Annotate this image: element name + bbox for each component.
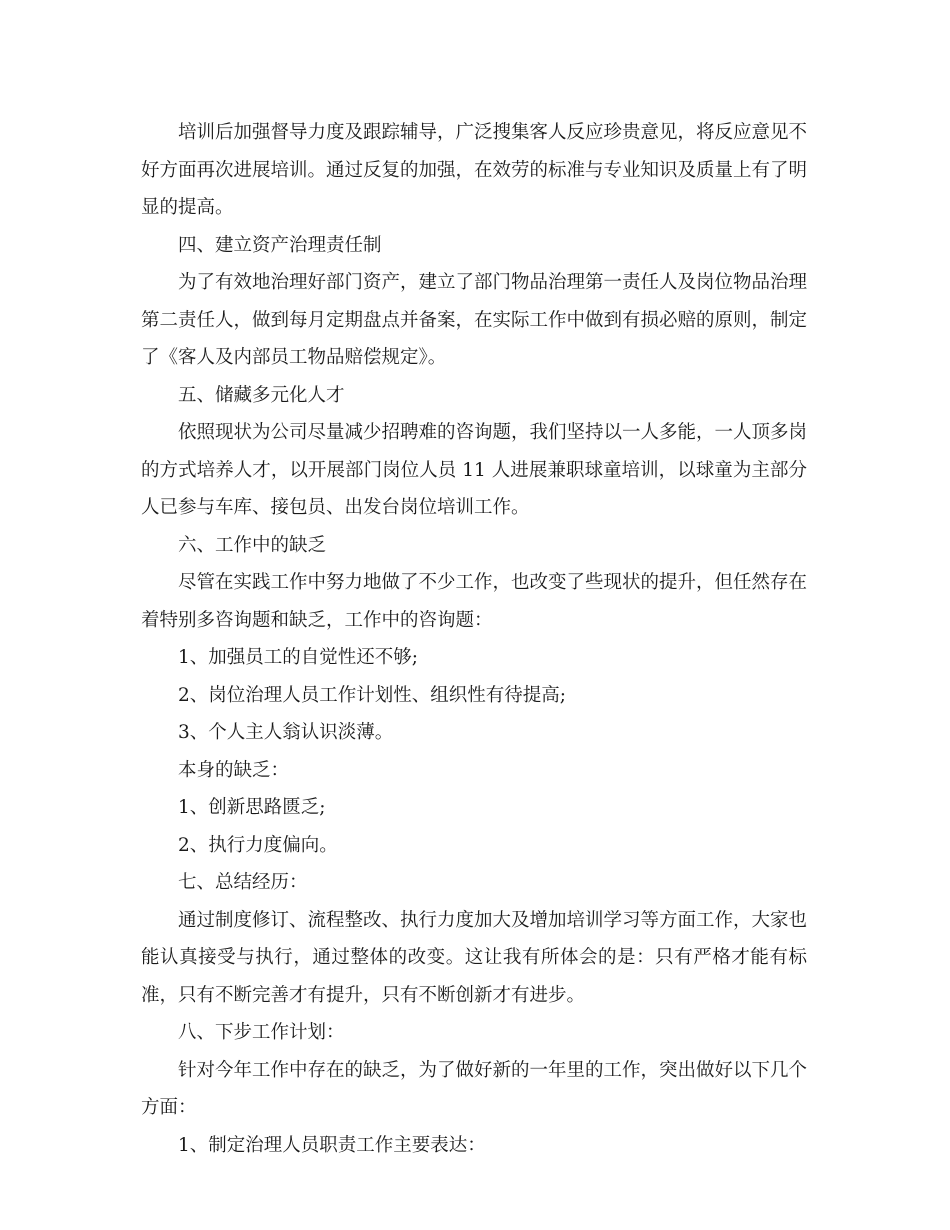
paragraph-next-plan: 针对今年工作中存在的缺乏，为了做好新的一年里的工作，突出做好以下几个方面：: [141, 1059, 808, 1118]
list-item-own-issue-1: 1、创新思路匮乏;: [178, 797, 326, 818]
paragraph-shortcomings: 尽管在实践工作中努力地做了不少工作，也改变了些现状的提升，但任然存在着特别多咨询题和缺乏，工作中的咨询题：: [141, 572, 808, 631]
section-heading-asset-management: 四、建立资产治理责任制: [178, 234, 382, 256]
paragraph-asset-management: 为了有效地治理好部门资产，建立了部门物品治理第一责任人及岗位物品治理第二责任人，做到每月定期盘点并备案，在实际工作中做到有损必赔的原则，制定了《客人及内部员工物品赔偿规定》。: [141, 272, 808, 368]
paragraph-training-followup: 培训后加强督导力度及跟踪辅导，广泛搜集客人反应珍贵意见，将反应意见不好方面再次进展培训。通过反复的加强，在效劳的标准与专业知识及质量上有了明显的提高。: [141, 122, 808, 218]
section-heading-talent-reserve: 五、储藏多元化人才: [178, 384, 345, 406]
section-heading-shortcomings: 六、工作中的缺乏: [178, 534, 327, 556]
paragraph-talent-reserve: 依照现状为公司尽量减少招聘难的咨询题，我们坚持以一人多能，一人顶多岗的方式培养人才，以开展部门岗位人员 11 人进展兼职球童培训，以球童为主部分人已参与车库、接包员、出发台岗位培训工作。: [141, 422, 808, 518]
list-item-work-issue-2: 2、岗位治理人员工作计划性、组织性有待提高;: [178, 684, 567, 706]
list-item-work-issue-1: 1、加强员工的自觉性还不够;: [178, 647, 419, 668]
document-body: [141, 114, 807, 1164]
subheading-own-shortcomings: 本身的缺乏：: [178, 759, 290, 781]
list-item-plan-1: 1、制定治理人员职责工作主要表达：: [178, 1134, 486, 1156]
section-heading-summary: 七、总结经历：: [178, 872, 308, 893]
paragraph-summary: 通过制度修订、流程整改、执行力度加大及增加培训学习等方面工作，大家也能认真接受与执行，通过整体的改变。这让我有所体会的是：只有严格才能有标准，只有不断完善才有提升，只有不断创新才有进步。: [141, 909, 808, 1006]
section-heading-next-plan: 八、下步工作计划：: [178, 1022, 345, 1043]
list-item-work-issue-3: 3、个人主人翁认识淡薄。: [178, 722, 394, 743]
list-item-own-issue-2: 2、执行力度偏向。: [178, 834, 338, 856]
